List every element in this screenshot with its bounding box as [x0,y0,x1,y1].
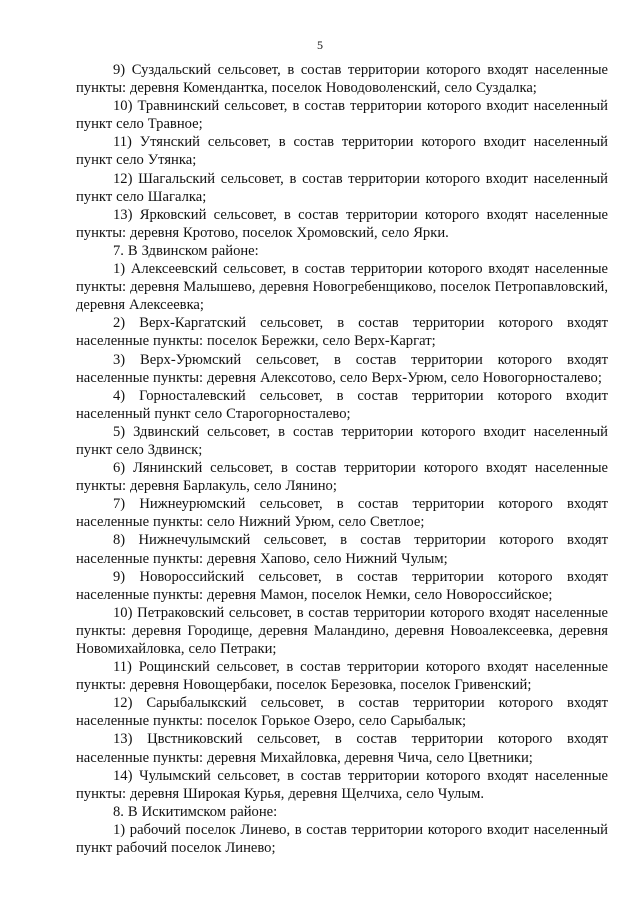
paragraph-nizhneuryumsky: 7) Нижнеурюмский сельсовет, в состав территории которого входят населенные пункты: село Нижний Урюм, село Светлое; [76,496,608,531]
section-heading-zdvinsky: 7. В Здвинском районе: [113,242,259,259]
paragraph-suzdalsky: 9) Суздальский сельсовет, в состав территории которого входят населенные пункты: деревня Комендантка, поселок Новодоволенский, село Суздалка; [76,62,608,97]
section-heading-iskitimsky: 8. В Искитимском районе: [113,803,278,820]
paragraph-verkh-kargatsky: 2) Верх-Каргатский сельсовет, в состав территории которого входят населенные пункты: поселок Бережки, село Верх-Каргат; [76,315,608,350]
paragraph-sarybalyksky: 12) Сарыбалыкский сельсовет, в состав территории которого входят населенные пункты: поселок Горькое Озеро, село Сарыбалык; [76,695,608,730]
paragraph-yarkovsky: 13) Ярковский сельсовет, в состав территории которого входят населенные пункты: деревня Кротово, поселок Хромовский, село Ярки. [76,206,608,241]
paragraph-verkh-uryumsky: 3) Верх-Урюмский сельсовет, в состав территории которого входят населенные пункты: деревня Алексотово, село Верх-Урюм, село Новогорносталево; [76,351,608,386]
paragraph-zdvinsky: 5) Здвинский сельсовет, в состав территории которого входит населенный пункт село Здвинск; [76,423,608,458]
paragraph-chulymsky: 14) Чулымский сельсовет, в состав территории которого входят населенные пункты: деревня Широкая Курья, деревня Щелчиха, село Чулым. [76,767,608,802]
paragraph-nizhnechulymsky: 8) Нижнечулымский сельсовет, в состав территории которого входят населенные пункты: деревня Хапово, село Нижний Чулым; [76,532,608,567]
paragraph-gornostalevsky: 4) Горносталевский сельсовет, в состав территории которого входит населенный пункт село Старогорносталево; [76,387,608,422]
paragraph-linevo: 1) рабочий поселок Линево, в состав территории которого входит населенный пункт рабочий поселок Линево; [76,821,608,857]
paragraph-alekseevsky: 1) Алексеевский сельсовет, в состав территории которого входят населенные пункты: деревня Малышево, деревня Новогребенщиково, поселок Петропавловский, деревня Алексеевка; [76,261,608,314]
paragraph-novorossiysky: 9) Новороссийский сельсовет, в состав территории которого входят населенные пункты: деревня Мамон, поселок Немки, село Новороссийское; [76,568,608,603]
paragraph-utyansky: 11) Утянский сельсовет, в состав территории которого входит населенный пункт село Утянка; [76,134,608,169]
paragraph-petrakovsky: 10) Петраковский сельсовет, в состав территории которого входят населенные пункты: деревня Городище, деревня Маландино, деревня Новоалексеевка, деревня Новомихайловка, село Петраки; [76,604,608,657]
paragraph-shagalsky: 12) Шагальский сельсовет, в состав территории которого входит населенный пункт село Шагалка; [76,170,608,205]
document-body [76,61,608,857]
paragraph-travninsky: 10) Травнинский сельсовет, в состав территории которого входит населенный пункт село Травное; [76,98,608,133]
paragraph-lyaninsky: 6) Лянинский сельсовет, в состав территории которого входят населенные пункты: деревня Барлакуль, село Лянино; [76,460,608,495]
page-number: 5 [317,38,323,52]
paragraph-roshchinsky: 11) Рощинский сельсовет, в состав территории которого входят населенные пункты: деревня Новощербаки, поселок Березовка, поселок Гривенский; [76,659,608,694]
paragraph-tsvetnikovsky: 13) Цвстниковский сельсовет, в состав территории которого входят населенные пункты: деревня Михайловка, деревня Чича, село Цветники; [76,731,608,766]
